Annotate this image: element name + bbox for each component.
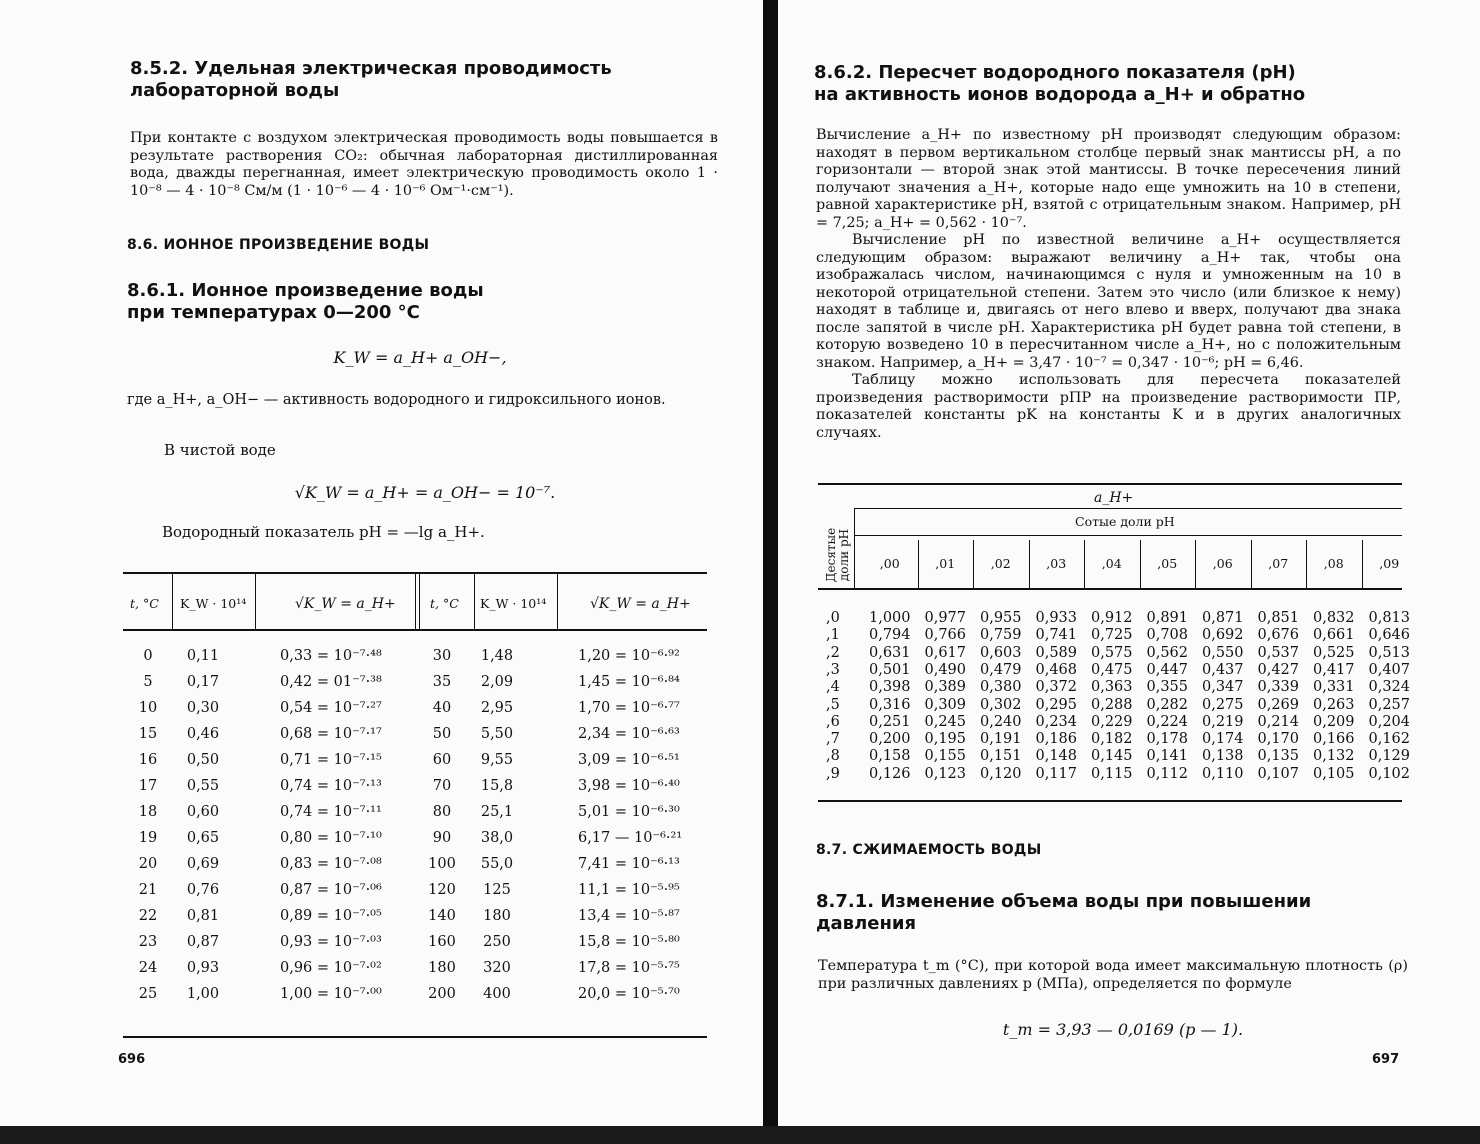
ph-table-cell: 0,933: [1035, 610, 1077, 626]
ph-table-cell: 0,126: [868, 765, 911, 782]
kw-table-header-t1: t, °C: [130, 596, 159, 611]
ph-table-cell: 0,851: [1257, 610, 1299, 626]
ph-table-cell: 0,537: [1257, 644, 1299, 661]
ph-table-cell: 0,309: [924, 696, 966, 713]
kw-table-cell: 38,0: [480, 830, 514, 846]
ph-table-column-header: ,04: [1101, 556, 1122, 571]
section-871-title-line2: давления: [816, 913, 917, 934]
kw-table-cell: 0,30: [186, 700, 220, 716]
ph-table-row-label: ,8: [826, 748, 840, 765]
kw-table-cell: 0,83 = 10⁻⁷·⁰⁸: [280, 856, 382, 872]
kw-table-cell: 0,93 = 10⁻⁷·⁰³: [280, 934, 382, 950]
ph-table-top-header: a_H+: [1094, 490, 1134, 506]
ph-table-cell: 0,282: [1146, 696, 1188, 713]
ph-table-cell: 0,191: [979, 731, 1022, 748]
ph-table-cell: 0,427: [1257, 661, 1299, 678]
ph-table-cell: 0,151: [979, 748, 1022, 765]
ph-table-column-header: ,09: [1379, 556, 1400, 571]
ph-table-cell: 0,263: [1312, 696, 1355, 713]
kw-table-cell: 20: [138, 856, 158, 872]
kw-table-header-sqrt1: √K_W = a_H+: [295, 596, 396, 612]
ph-table-cell: 0,676: [1257, 627, 1299, 644]
ph-table-cell: 0,407: [1368, 661, 1410, 678]
ph-table-cell: 0,741: [1035, 627, 1077, 644]
section-852-title-line2: лабораторной воды: [130, 80, 340, 101]
ph-table-cell: 0,708: [1146, 627, 1188, 644]
kw-table-cell: 55,0: [480, 856, 514, 872]
ph-table-cell: 0,302: [979, 696, 1022, 713]
ph-table-cell: 0,219: [1201, 713, 1244, 730]
ph-text: Водородный показатель pH = —lg a_H+.: [162, 523, 485, 541]
kw-table-cell: 0,80 = 10⁻⁷·¹⁰: [280, 830, 382, 846]
ph-table-column-header: ,03: [1046, 556, 1067, 571]
section-862-title-line2: на активность ионов водорода a_H+ и обратно: [814, 84, 1306, 105]
ph-table-cell: 0,251: [868, 713, 911, 730]
kw-table-cell: 0,87 = 10⁻⁷·⁰⁶: [280, 882, 382, 898]
kw-table-cell: 23: [138, 934, 158, 950]
ph-table-cell: 0,275: [1201, 696, 1244, 713]
kw-table-header-sqrt2: √K_W = a_H+: [590, 596, 691, 612]
ph-table-cell: 0,891: [1146, 610, 1188, 626]
kw-table-cell: 3,98 = 10⁻⁶·⁴⁰: [578, 778, 680, 794]
kw-table-cell: 13,4 = 10⁻⁵·⁸⁷: [578, 908, 680, 924]
ph-table-cell: 0,200: [868, 731, 911, 748]
kw-table-cell: 0,54 = 10⁻⁷·²⁷: [280, 700, 382, 716]
kw-table-cell: 5,50: [480, 726, 514, 742]
ph-table-cell: 0,155: [924, 748, 966, 765]
ph-table-cell: 0,977: [924, 610, 966, 626]
ph-table-cell: 0,148: [1035, 748, 1077, 765]
paragraph-871-text: Температура t_m (°C), при которой вода имеет максимальную плотность (ρ) при различных давлениях p (МПа), определяется по формуле: [818, 958, 1408, 992]
kw-table-cell: 0,11: [186, 648, 220, 664]
ph-table-cell: 0,288: [1090, 696, 1133, 713]
ph-table-cell: 0,120: [979, 765, 1022, 782]
ph-table-cell: 0,170: [1257, 731, 1299, 748]
kw-table-cell: 0,71 = 10⁻⁷·¹⁵: [280, 752, 382, 768]
kw-table-cell: 120: [428, 882, 456, 898]
ph-table-cell: 0,631: [868, 644, 911, 661]
ph-table-cell: 0,132: [1312, 748, 1355, 765]
ph-table-cell: 0,646: [1368, 627, 1410, 644]
kw-table-cell: 30: [432, 648, 452, 664]
kw-table-cell: 1,48: [480, 648, 514, 664]
kw-table-cell: 1,20 = 10⁻⁶·⁹²: [578, 648, 680, 664]
section-871-title: [816, 891, 1311, 935]
ph-table-cell: 0,174: [1201, 731, 1244, 748]
ph-table-column-header: ,08: [1323, 556, 1344, 571]
ph-table-cell: 0,135: [1257, 748, 1299, 765]
kw-table-cell: 15,8: [480, 778, 514, 794]
section-852-title-line1: 8.5.2. Удельная электрическая проводимость: [130, 58, 612, 79]
kw-table-cell: 1,00 = 10⁻⁷·⁰⁰: [280, 986, 382, 1002]
ph-table-cell: 0,195: [924, 731, 966, 748]
kw-table-header-kw1: K_W · 10¹⁴: [180, 596, 247, 611]
ph-table-row-label: ,2: [826, 644, 840, 661]
kw-table-cell: 18: [138, 804, 158, 820]
ph-table-cell: 0,324: [1368, 679, 1410, 696]
section-852-title: [130, 58, 612, 102]
kw-table-cell: 0,81: [186, 908, 220, 924]
ph-table-cell: 0,141: [1146, 748, 1188, 765]
ph-table-cell: 0,501: [868, 661, 911, 678]
kw-table-cell: 0,33 = 10⁻⁷·⁴⁸: [280, 648, 382, 664]
ph-table-row-label: ,3: [826, 661, 840, 678]
kw-table-cell: 2,09: [480, 674, 514, 690]
ph-table-cell: 0,295: [1035, 696, 1077, 713]
ph-table-cell: 0,115: [1090, 765, 1133, 782]
ph-table-row-label: ,7: [826, 731, 840, 748]
ph-table-cell: 0,355: [1146, 679, 1188, 696]
ph-table-cell: 0,389: [924, 679, 966, 696]
kw-table-cell: 10: [138, 700, 158, 716]
ph-table-cell: 0,871: [1201, 610, 1244, 626]
ph-table-cell: 0,562: [1146, 644, 1188, 661]
ph-table-cell: 0,661: [1312, 627, 1355, 644]
ph-table-cell: 0,107: [1257, 765, 1299, 782]
kw-table-cell: 160: [428, 934, 456, 950]
ph-table-cell: 0,589: [1035, 644, 1077, 661]
kw-table-cell: 140: [428, 908, 456, 924]
kw-table-cell: 0,89 = 10⁻⁷·⁰⁵: [280, 908, 382, 924]
ph-table-cell: 0,204: [1368, 713, 1410, 730]
kw-table-cell: 2,95: [480, 700, 514, 716]
section-862-title-line1: 8.6.2. Пересчет водородного показателя (pH): [814, 62, 1296, 83]
kw-table-cell: 25,1: [480, 804, 514, 820]
ph-table-cell: 0,166: [1312, 731, 1355, 748]
ph-table-row-header-line1: Десятые: [824, 527, 838, 583]
ph-table-cell: 0,316: [868, 696, 911, 713]
scan-bottom-edge: [0, 1126, 1480, 1144]
ph-table-cell: 0,832: [1312, 610, 1355, 626]
ph-table-cell: 0,912: [1090, 610, 1133, 626]
ph-table-cell: 0,437: [1201, 661, 1244, 678]
formula-kw: K_W = a_H+ a_OH−,: [333, 348, 507, 367]
paragraph-862-2: Вычисление pH по известной величине a_H+ осуществляется следующим образом: выражают величину a_H+ так, чтобы она изображалась числом, начинающимся с нуля и умноженным на 10 в некоторой отрицательной степени. Затем это число (или близкое к нему) находят в таблице и, двигаясь от него влево и вверх, получают два знака после запятой в числе pH. Характеристика pH будет равна той степени, в которую возведено 10 в пересчитанном числе a_H+, но с положительным знаком. Например, a_H+ = 3,47 · 10⁻⁷ = 0,347 · 10⁻⁶; pH = 6,46.: [816, 232, 1401, 371]
ph-table-cell: 0,214: [1257, 713, 1299, 730]
where-text: где a_H+, a_OH− — активность водородного и гидроксильного ионов.: [127, 392, 666, 408]
ph-table-row-label: ,0: [826, 610, 840, 626]
formula-tm: t_m = 3,93 — 0,0169 (p — 1).: [1002, 1020, 1244, 1039]
kw-table-cell: 0,74 = 10⁻⁷·¹¹: [280, 804, 382, 820]
kw-table-cell: 400: [483, 986, 511, 1002]
kw-table-cell: 20,0 = 10⁻⁵·⁷⁰: [578, 986, 680, 1002]
ph-table-cell: 0,112: [1146, 765, 1188, 782]
kw-table-cell: 0,17: [186, 674, 220, 690]
kw-table-header-t2: t, °C: [430, 596, 459, 611]
ph-table-sub-header: Сотые доли pH: [1075, 514, 1175, 529]
ph-table-row-label: ,1: [826, 627, 840, 644]
ph-table-cell: 0,380: [979, 679, 1022, 696]
kw-table-cell: 21: [138, 882, 158, 898]
ph-table-column-header: ,01: [935, 556, 956, 571]
ph-table-cell: 0,759: [979, 627, 1022, 644]
ph-table-cell: 0,490: [924, 661, 966, 678]
paragraph-862-1: Вычисление a_H+ по известному pH производят следующим образом: находят в первом вертикальном столбце первый знак мантиссы pH, а по горизонтали — второй знак этой мантиссы. В точке пересечения линий получают значения a_H+, которые надо еще умножить на 10 в степени, равной характеристике pH, взятой с отрицательным знаком. Например, pH = 7,25; a_H+ = 0,562 · 10⁻⁷.: [816, 127, 1401, 231]
ph-table-cell: 0,475: [1090, 661, 1133, 678]
section-861-title: [127, 280, 484, 324]
kw-table-cell: 5: [143, 674, 153, 690]
ph-table-cell: 0,479: [979, 661, 1022, 678]
ph-table-cell: 0,245: [924, 713, 966, 730]
ph-table-cell: 0,525: [1312, 644, 1355, 661]
paragraph-852-text: При контакте с воздухом электрическая проводимость воды повышается в результате растворения CO₂: обычная лабораторная дистиллированная вода, дважды перегнанная, имеет электрическую проводимость около 1 · 10⁻⁸ — 4 · 10⁻⁸ См/м (1 · 10⁻⁶ — 4 · 10⁻⁶ Ом⁻¹·см⁻¹).: [130, 130, 718, 199]
paragraph-871: [818, 958, 1408, 993]
ph-table-column-header: ,07: [1268, 556, 1289, 571]
ph-table-cell: 0,105: [1312, 765, 1355, 782]
ph-table-cell: 0,186: [1035, 731, 1077, 748]
kw-table-cell: 9,55: [480, 752, 514, 768]
kw-table-cell: 0,87: [186, 934, 220, 950]
ph-table-cell: 0,603: [979, 644, 1022, 661]
kw-table-cell: 1,00: [186, 986, 220, 1002]
ph-table-cell: 0,550: [1201, 644, 1244, 661]
kw-table-cell: 0,68 = 10⁻⁷·¹⁷: [280, 726, 382, 742]
kw-table-cell: 17,8 = 10⁻⁵·⁷⁵: [578, 960, 680, 976]
ph-table-cell: 0,269: [1257, 696, 1299, 713]
ph-table-cell: 0,138: [1201, 748, 1244, 765]
section-862-title: [814, 62, 1305, 106]
kw-table-cell: 5,01 = 10⁻⁶·³⁰: [578, 804, 680, 820]
ph-table-column-header: ,02: [990, 556, 1011, 571]
ph-table-cell: 0,209: [1312, 713, 1355, 730]
kw-table-cell: 24: [138, 960, 158, 976]
ph-table-column-header: ,00: [879, 556, 900, 571]
kw-table-cell: 0,69: [186, 856, 220, 872]
ph-table-cell: 0,182: [1090, 731, 1133, 748]
kw-table-cell: 0: [143, 648, 153, 664]
ph-table-cell: 0,398: [868, 679, 911, 696]
kw-table-cell: 0,76: [186, 882, 220, 898]
kw-table-cell: 2,34 = 10⁻⁶·⁶³: [578, 726, 680, 742]
ph-table-cell: 0,813: [1368, 610, 1410, 626]
kw-table-cell: 180: [483, 908, 511, 924]
kw-table-cell: 0,65: [186, 830, 220, 846]
kw-table-cell: 22: [138, 908, 158, 924]
kw-table-header-kw2: K_W · 10¹⁴: [480, 596, 547, 611]
ph-table-column-header: ,06: [1212, 556, 1233, 571]
kw-table-cell: 0,74 = 10⁻⁷·¹³: [280, 778, 382, 794]
ph-table-cell: 0,617: [924, 644, 966, 661]
ph-table-cell: 0,110: [1201, 765, 1244, 782]
ph-table-cell: 0,229: [1090, 713, 1133, 730]
section-87-title: 8.7. СЖИМАЕМОСТЬ ВОДЫ: [816, 842, 1042, 858]
ph-table-cell: 0,417: [1312, 661, 1355, 678]
ph-table-cell: 0,575: [1090, 644, 1133, 661]
kw-table-cell: 200: [428, 986, 456, 1002]
section-861-title-line2: при температурах 0—200 °C: [127, 302, 420, 323]
kw-table-cell: 6,17 — 10⁻⁶·²¹: [578, 830, 683, 846]
kw-table-cell: 15: [138, 726, 158, 742]
paragraph-862: [816, 127, 1401, 442]
ph-table-cell: 0,117: [1035, 765, 1077, 782]
kw-table-cell: 35: [432, 674, 452, 690]
ph-table-cell: 0,224: [1146, 713, 1188, 730]
kw-table-cell: 100: [428, 856, 456, 872]
kw-table-cell: 15,8 = 10⁻⁵·⁸⁰: [578, 934, 680, 950]
ph-table-cell: 0,794: [868, 627, 911, 644]
ph-table-cell: 0,339: [1257, 679, 1299, 696]
kw-table-cell: 70: [432, 778, 452, 794]
ph-table-cell: 0,240: [979, 713, 1022, 730]
ph-table-cell: 0,363: [1090, 679, 1133, 696]
page-number-right: 697: [1372, 1052, 1400, 1067]
ph-table-cell: 0,955: [979, 610, 1022, 626]
section-86-title: 8.6. ИОННОЕ ПРОИЗВЕДЕНИЕ ВОДЫ: [127, 237, 430, 253]
ph-table-cell: 0,692: [1201, 627, 1244, 644]
ph-table-cell: 0,129: [1368, 748, 1410, 765]
ph-table-row-label: ,5: [826, 696, 840, 713]
kw-table-cell: 250: [483, 934, 511, 950]
ph-table-cell: 0,257: [1368, 696, 1410, 713]
ph-table-row-label: ,6: [826, 713, 840, 730]
kw-table-cell: 0,50: [186, 752, 220, 768]
ph-table-row-label: ,4: [826, 679, 840, 696]
ph-table-cell: 0,513: [1368, 644, 1410, 661]
ph-table-row-label: ,9: [826, 765, 840, 782]
ph-table-row-header: [825, 525, 855, 585]
kw-table-cell: 180: [428, 960, 456, 976]
pure-water-text: В чистой воде: [164, 441, 276, 459]
kw-table-cell: 0,55: [186, 778, 220, 794]
kw-table-cell: 11,1 = 10⁻⁵·⁹⁵: [578, 882, 680, 898]
kw-table-cell: 320: [483, 960, 511, 976]
kw-table-cell: 0,93: [186, 960, 220, 976]
ph-table-cell: 0,468: [1035, 661, 1077, 678]
page-number-left: 696: [118, 1052, 146, 1067]
ph-table-cell: 0,766: [924, 627, 966, 644]
ph-table-cell: 0,123: [924, 765, 966, 782]
kw-table-cell: 125: [483, 882, 511, 898]
kw-table-cell: 3,09 = 10⁻⁶·⁵¹: [578, 752, 680, 768]
kw-table-cell: 25: [138, 986, 158, 1002]
section-871-title-line1: 8.7.1. Изменение объема воды при повышении: [816, 891, 1312, 912]
formula-sqrt: √K_W = a_H+ = a_OH− = 10⁻⁷.: [294, 483, 556, 502]
kw-table-cell: 0,46: [186, 726, 220, 742]
ph-table-cell: 0,331: [1312, 679, 1355, 696]
ph-table-cell: 0,102: [1368, 765, 1410, 782]
right-page: [778, 0, 1480, 1144]
ph-table-cell: 0,234: [1035, 713, 1077, 730]
ph-table-cell: 0,158: [868, 748, 911, 765]
kw-table-cell: 16: [138, 752, 158, 768]
kw-table-cell: 40: [432, 700, 452, 716]
kw-table-cell: 80: [432, 804, 452, 820]
kw-table-cell: 17: [138, 778, 158, 794]
kw-table-cell: 0,42 = 01⁻⁷·³⁸: [280, 674, 382, 690]
ph-table-cell: 0,447: [1146, 661, 1188, 678]
section-861-title-line1: 8.6.1. Ионное произведение воды: [127, 280, 484, 301]
ph-table-row-header-line2: доли pH: [837, 528, 851, 582]
kw-table-cell: 19: [138, 830, 158, 846]
ph-table-cell: 0,372: [1035, 679, 1077, 696]
ph-table-cell: 1,000: [868, 610, 911, 626]
paragraph-852: [130, 130, 718, 200]
kw-table-cell: 90: [432, 830, 452, 846]
kw-table-cell: 7,41 = 10⁻⁶·¹³: [578, 856, 680, 872]
kw-table-cell: 1,45 = 10⁻⁶·⁸⁴: [578, 674, 680, 690]
kw-table-cell: 0,96 = 10⁻⁷·⁰²: [280, 960, 382, 976]
ph-table-cell: 0,725: [1090, 627, 1133, 644]
ph-table-cell: 0,145: [1090, 748, 1133, 765]
paragraph-862-3: Таблицу можно использовать для пересчета показателей произведения растворимости pПР на произведение растворимости ПР, показателей константы pK на константы K и в других аналогичных случаях.: [816, 372, 1401, 441]
kw-table-cell: 50: [432, 726, 452, 742]
kw-table-cell: 0,60: [186, 804, 220, 820]
kw-table-cell: 60: [432, 752, 452, 768]
ph-table-cell: 0,162: [1368, 731, 1410, 748]
ph-table-cell: 0,347: [1201, 679, 1244, 696]
ph-table-cell: 0,178: [1146, 731, 1188, 748]
ph-table-column-header: ,05: [1157, 556, 1178, 571]
kw-table-cell: 1,70 = 10⁻⁶·⁷⁷: [578, 700, 680, 716]
